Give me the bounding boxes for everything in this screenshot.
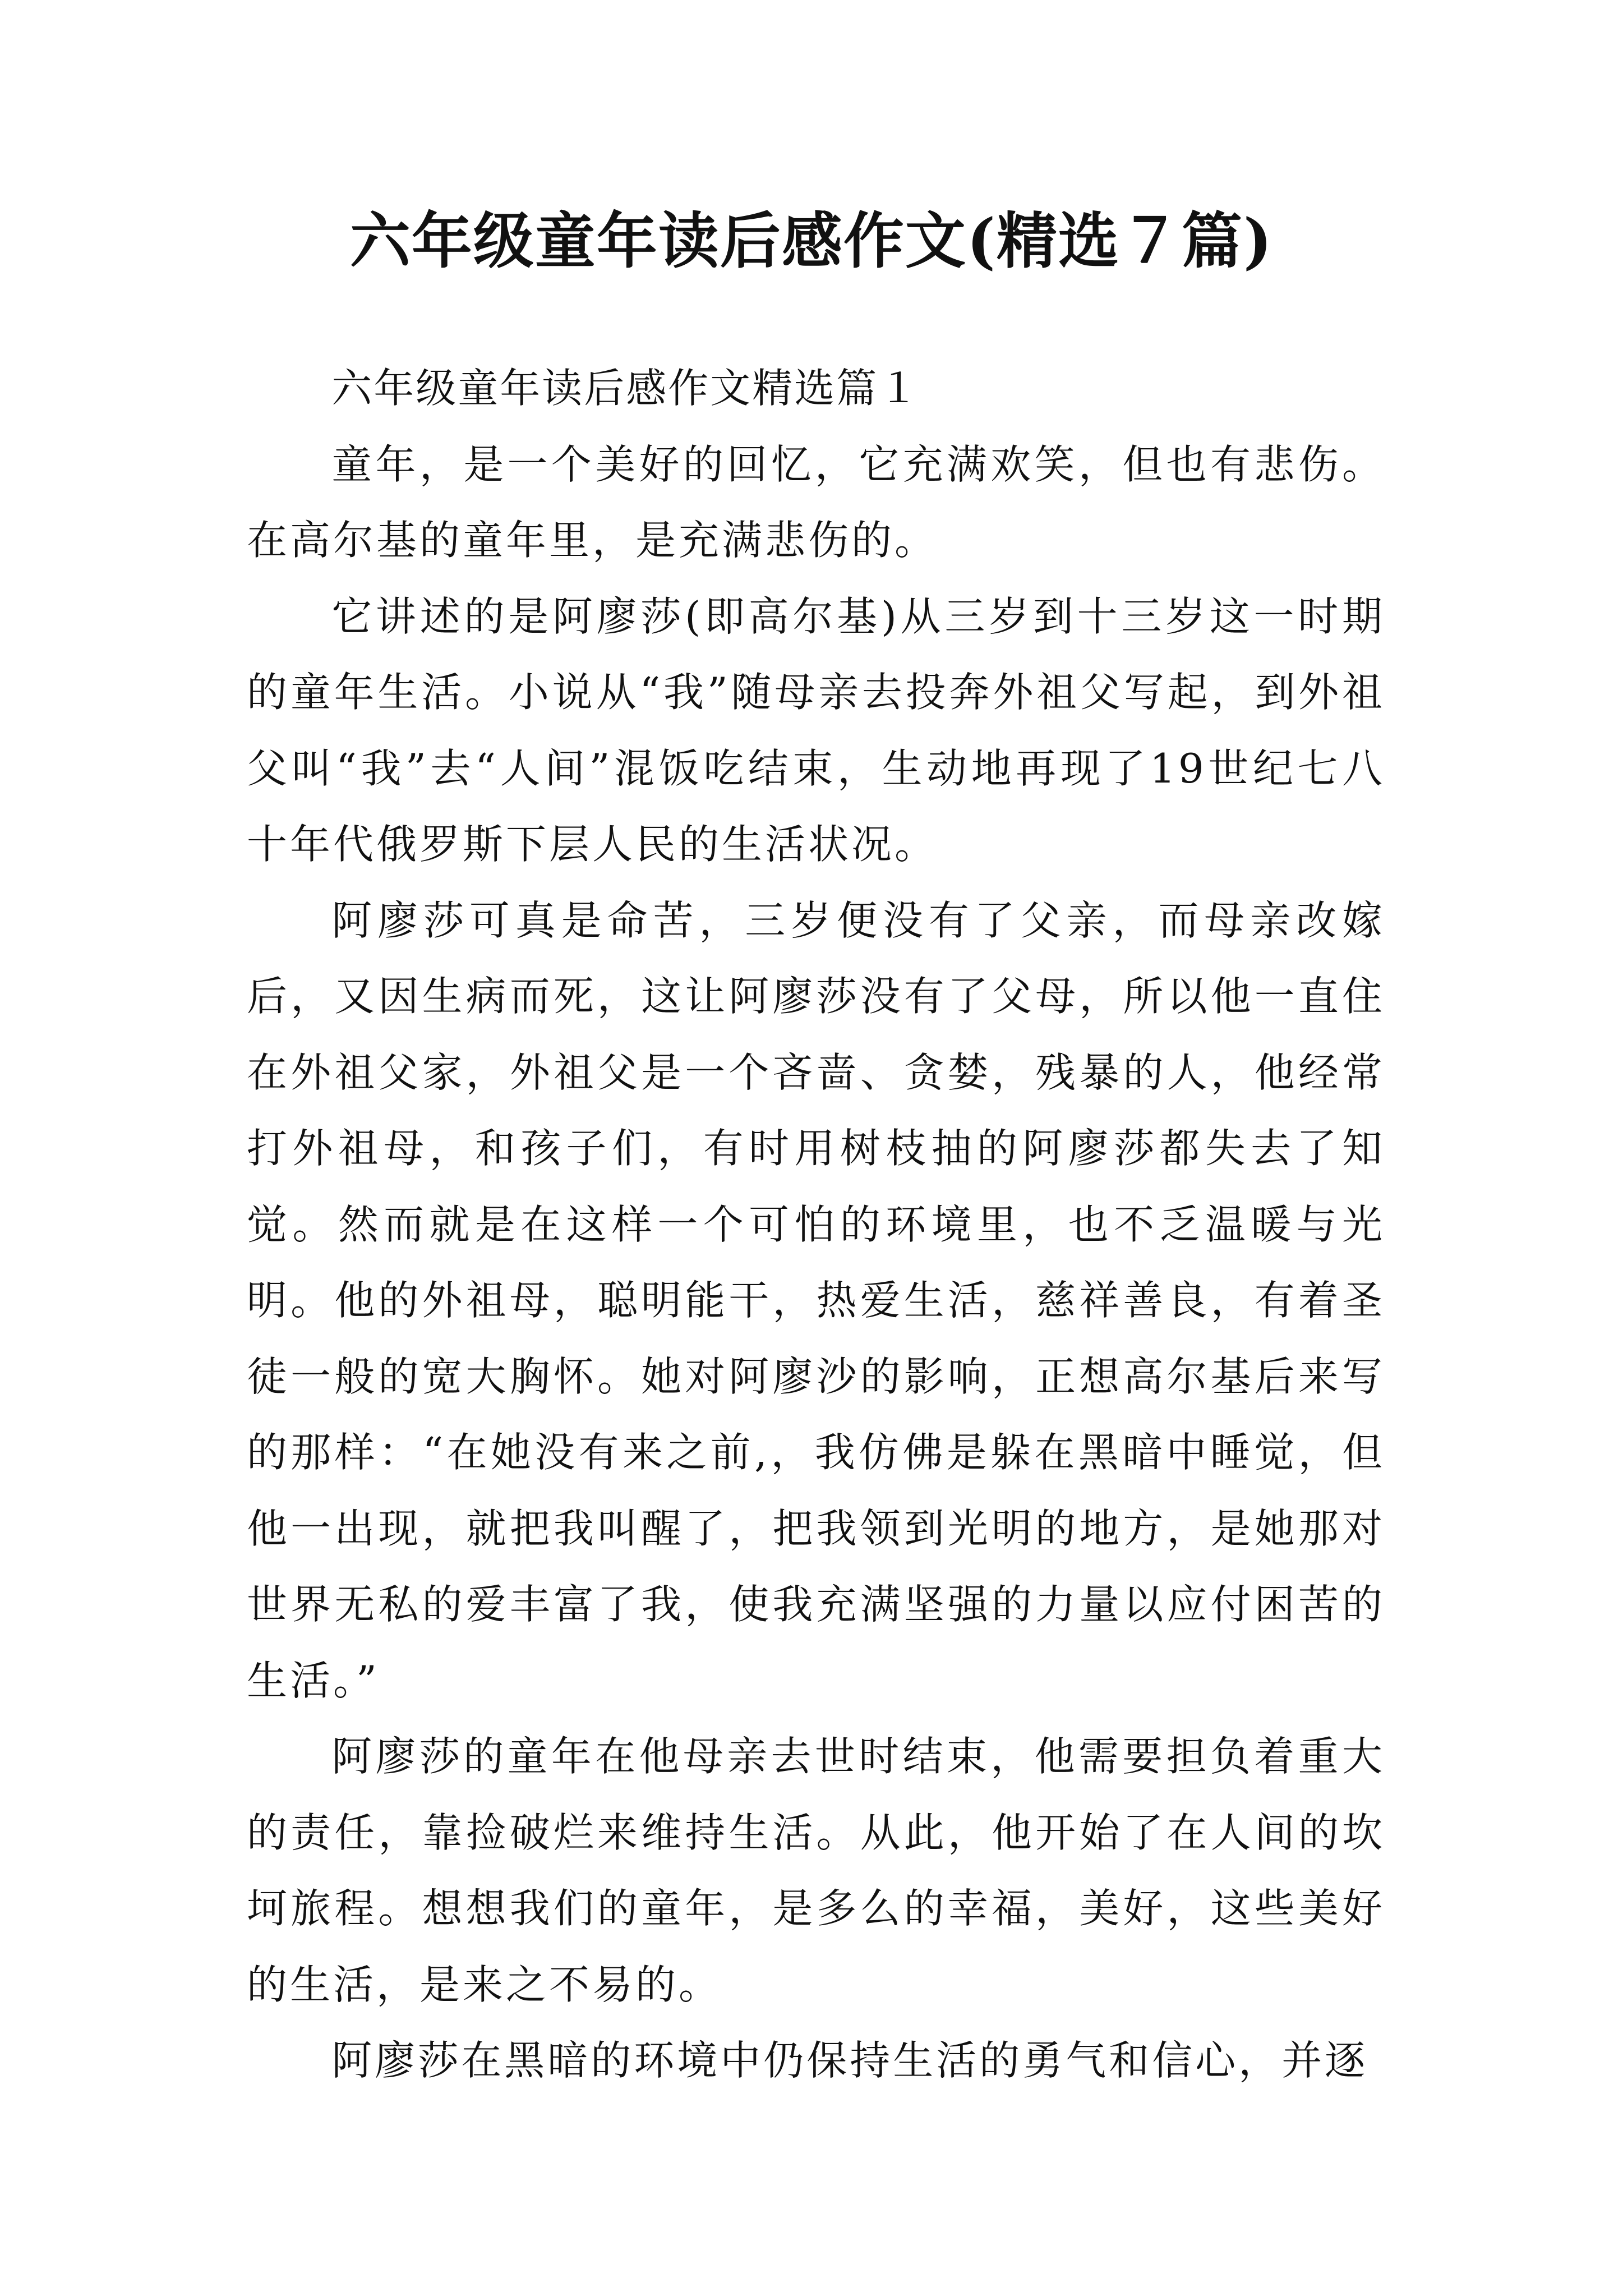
- paragraph-4: 阿廖莎的童年在他母亲去世时结束，他需要担负着重大的责任，靠捡破烂来维持生活。从此，他开始了在人间的坎坷旅程。想想我们的童年，是多么的幸福，美好，这些美好的生活，是来之不易的。: [247, 1733, 1385, 2008]
- document-body: [247, 351, 1385, 2099]
- paragraph-3: 阿廖莎可真是命苦，三岁便没有了父亲，而母亲改嫁后，又因生病而死，这让阿廖莎没有了父母，所以他一直住在外祖父家，外祖父是一个吝啬、贪婪，残暴的人，他经常打外祖母，和孩子们，有时用树枝抽的阿廖莎都失去了知觉。然而就是在这样一个可怕的环境里，也不乏温暖与光明。他的外祖母，聪明能干，热爱生活，慈祥善良，有着圣徒一般的宽大胸怀。她对阿廖沙的影响，正想高尔基后来写的那样：“在她没有来之前,，我仿佛是躲在黑暗中睡觉，但他一出现，就把我叫醒了，把我领到光明的地方，是她那对世界无私的爱丰富了我，使我充满坚强的力量以应付困苦的生活。”: [247, 896, 1385, 1704]
- document-title: 六年级童年读后感作文(精选７篇): [349, 206, 1274, 277]
- paragraph-1: 童年，是一个美好的回忆，它充满欢笑，但也有悲伤。在高尔基的童年里，是充满悲伤的。: [247, 440, 1385, 564]
- section-heading: 六年级童年读后感作文精选篇１: [331, 365, 921, 412]
- paragraph-5: 阿廖莎在黑暗的环境中仍保持生活的勇气和信心，并逐: [331, 2037, 1368, 2084]
- paragraph-2: 它讲述的是阿廖莎(即高尔基)从三岁到十三岁这一时期的童年生活。小说从“我”随母亲去投奔外祖父写起，到外祖父叫“我”去“人间”混饭吃结束，生动地再现了19世纪七八十年代俄罗斯下层人民的生活状况。: [247, 592, 1385, 868]
